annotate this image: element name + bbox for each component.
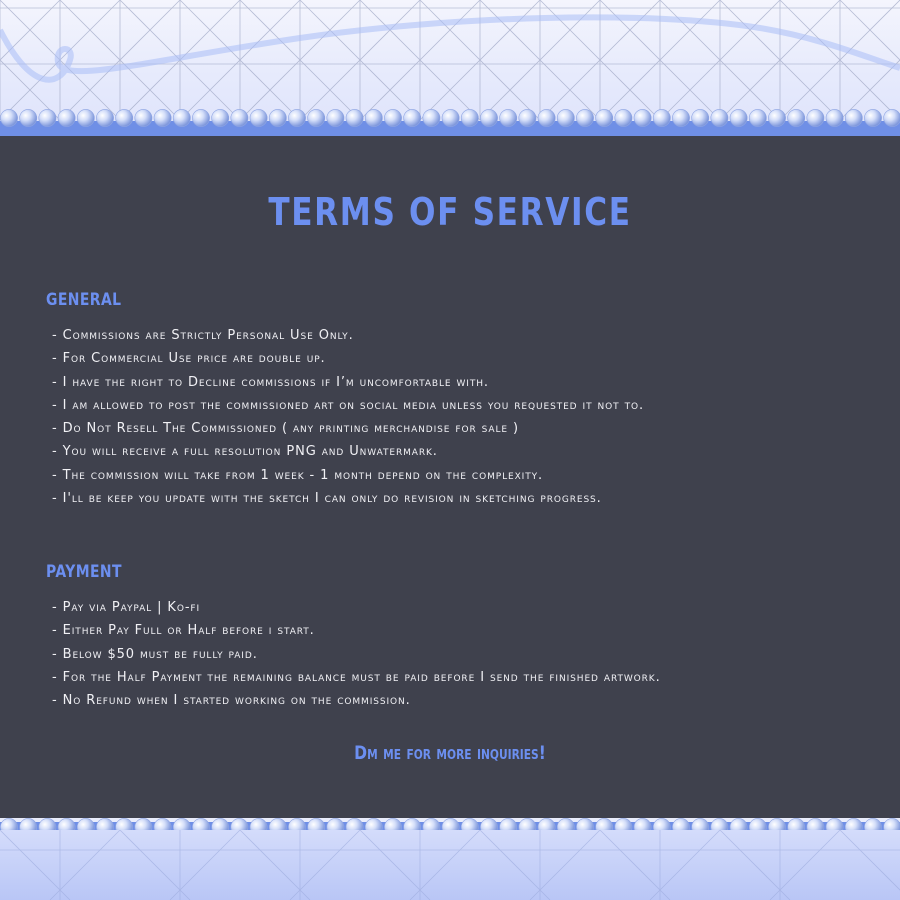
closing-note: Dm me for more inquiries!: [354, 742, 546, 764]
pearl: [308, 109, 325, 126]
pearl: [480, 109, 497, 126]
pearl: [154, 109, 171, 126]
pearl: [250, 109, 267, 126]
pearl: [634, 109, 651, 126]
list-item: - Do Not Resell The Commissioned ( any printing merchandise for sale ): [52, 417, 644, 440]
pearl: [173, 109, 190, 126]
pearl: [538, 109, 555, 126]
pearl: [231, 109, 248, 126]
list-item: - You will receive a full resolution PNG and Unwatermark.: [52, 440, 644, 463]
pearl: [20, 109, 37, 126]
list-item: - I have the right to Decline commissions if I’m uncomfortable with.: [52, 371, 644, 394]
payment-list: [52, 596, 661, 712]
list-item: - No Refund when I started working on the commission.: [52, 689, 661, 712]
pearl: [404, 109, 421, 126]
pearl: [596, 109, 613, 126]
list-item: - I'll be keep you update with the sketch I can only do revision in sketching progress.: [52, 487, 644, 510]
pearl: [884, 109, 900, 126]
pearl: [692, 109, 709, 126]
pearl: [423, 109, 440, 126]
list-item: - I am allowed to post the commissioned art on social media unless you requested it not to.: [52, 394, 644, 417]
pearl: [116, 109, 133, 126]
ribbon-decoration: [0, 17, 900, 79]
pearl: [461, 109, 478, 126]
pearl: [730, 109, 747, 126]
pearl: [346, 109, 363, 126]
payment-heading: PAYMENT: [46, 562, 122, 582]
pearl: [135, 109, 152, 126]
pearl: [212, 109, 229, 126]
pearl: [672, 109, 689, 126]
general-heading: GENERAL: [46, 290, 122, 310]
general-list: [52, 324, 644, 510]
pearl: [826, 109, 843, 126]
list-item: - For Commercial Use price are double up.: [52, 347, 644, 370]
pearl: [576, 109, 593, 126]
list-item: - Either Pay Full or Half before i start.: [52, 619, 661, 642]
list-item: - For the Half Payment the remaining balance must be paid before I send the finished artwork.: [52, 666, 661, 689]
pearl: [39, 109, 56, 126]
list-item: - Pay via Paypal | Ko-fi: [52, 596, 661, 619]
pearl: [653, 109, 670, 126]
pearl: [58, 109, 75, 126]
pearl: [519, 109, 536, 126]
pearl: [0, 109, 17, 126]
pearl: [557, 109, 574, 126]
pearl: [845, 109, 862, 126]
pearl-border-top: [0, 108, 900, 128]
pearl: [807, 109, 824, 126]
pearl: [269, 109, 286, 126]
list-item: - Commissions are Strictly Personal Use Only.: [52, 324, 644, 347]
list-item: - The commission will take from 1 week - 1 month depend on the complexity.: [52, 464, 644, 487]
pearl: [864, 109, 881, 126]
geometric-pattern-bottom: [0, 830, 900, 900]
page-title: TERMS OF SERVICE: [268, 190, 632, 234]
pearl: [96, 109, 113, 126]
pearl: [768, 109, 785, 126]
pearl: [788, 109, 805, 126]
pearl: [192, 109, 209, 126]
list-item: - Below $50 must be fully paid.: [52, 643, 661, 666]
pearl: [77, 109, 94, 126]
pearl: [615, 109, 632, 126]
pearl: [384, 109, 401, 126]
pearl: [365, 109, 382, 126]
pearl: [442, 109, 459, 126]
pearl: [288, 109, 305, 126]
pearl: [327, 109, 344, 126]
pearl: [749, 109, 766, 126]
pearl: [500, 109, 517, 126]
pearl: [711, 109, 728, 126]
